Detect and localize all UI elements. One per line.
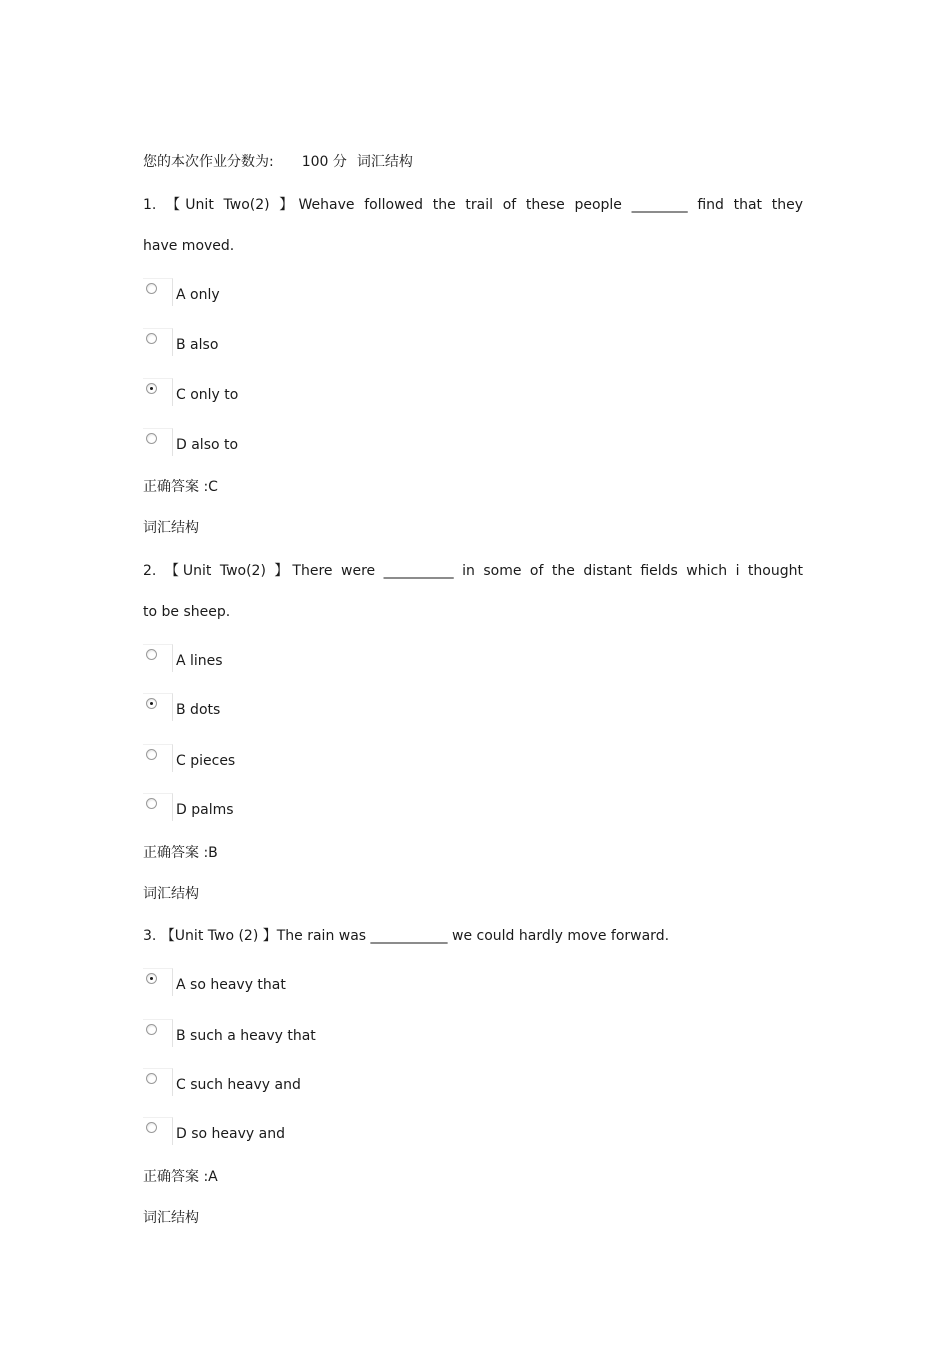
question-1-option-d[interactable] [143, 428, 443, 458]
score-label: 您的本次作业分数为: [143, 154, 274, 170]
score-line [143, 153, 413, 171]
radio-box [143, 278, 173, 306]
radio-box [143, 328, 173, 356]
radio-unchecked-icon[interactable] [146, 333, 157, 344]
question-1-text-continued: have moved. [143, 238, 235, 254]
radio-box [143, 378, 173, 406]
question-2-text-continued: to be sheep. [143, 604, 231, 620]
radio-box [143, 793, 173, 821]
radio-box [143, 428, 173, 456]
question-3-option-b[interactable] [143, 1019, 443, 1049]
radio-box [143, 644, 173, 672]
radio-unchecked-icon[interactable] [146, 749, 157, 760]
radio-unchecked-icon[interactable] [146, 1122, 157, 1133]
question-2-text: 2. 【Unit Two(2) 】There were __________ in some of the distant fields which i thought [143, 563, 803, 579]
option-label: D so heavy and [176, 1126, 285, 1142]
option-label: A only [176, 287, 220, 303]
radio-box [143, 1117, 173, 1145]
radio-box [143, 968, 173, 996]
option-label: B dots [176, 702, 221, 718]
radio-box [143, 693, 173, 721]
question-3-option-a[interactable] [143, 968, 443, 998]
question-1-text: 1. 【Unit Two(2) 】Wehave followed the trail of these people ________ find that they [143, 197, 803, 213]
option-label: B also [176, 337, 219, 353]
option-label: A lines [176, 653, 223, 669]
radio-unchecked-icon[interactable] [146, 1024, 157, 1035]
option-label: D also to [176, 437, 239, 453]
radio-unchecked-icon[interactable] [146, 283, 157, 294]
radio-checked-icon[interactable] [146, 383, 157, 394]
radio-box [143, 1068, 173, 1096]
score-section-title: 词汇结构 [356, 154, 413, 170]
radio-box [143, 1019, 173, 1047]
option-label: D palms [176, 802, 234, 818]
option-label: C such heavy and [176, 1077, 301, 1093]
question-1-correct-answer: 正确答案 :C [143, 479, 218, 495]
question-2-option-c[interactable] [143, 744, 443, 774]
option-label: B such a heavy that [176, 1028, 316, 1044]
question-1-option-b[interactable] [143, 328, 443, 358]
question-2-section-title: 词汇结构 [143, 886, 199, 902]
radio-box [143, 744, 173, 772]
question-3-correct-answer: 正确答案 :A [143, 1169, 218, 1185]
question-3-section-title: 词汇结构 [143, 1210, 199, 1226]
radio-unchecked-icon[interactable] [146, 798, 157, 809]
question-2-option-b[interactable] [143, 693, 443, 723]
radio-checked-icon[interactable] [146, 698, 157, 709]
radio-unchecked-icon[interactable] [146, 649, 157, 660]
question-2-option-a[interactable] [143, 644, 443, 674]
question-3-option-d[interactable] [143, 1117, 443, 1147]
question-1-option-c[interactable] [143, 378, 443, 408]
option-label: C pieces [176, 753, 236, 769]
question-3-option-c[interactable] [143, 1068, 443, 1098]
question-2-option-d[interactable] [143, 793, 443, 823]
option-label: A so heavy that [176, 977, 286, 993]
option-label: C only to [176, 387, 239, 403]
question-2-correct-answer: 正确答案 :B [143, 845, 218, 861]
question-3-text: 3. 【Unit Two (2) 】The rain was ___________ we could hardly move forward. [143, 928, 670, 944]
question-1-section-title: 词汇结构 [143, 520, 199, 536]
radio-unchecked-icon[interactable] [146, 1073, 157, 1084]
radio-unchecked-icon[interactable] [146, 433, 157, 444]
score-value: 100 分 [301, 154, 347, 170]
radio-checked-icon[interactable] [146, 973, 157, 984]
question-1-option-a[interactable] [143, 278, 443, 308]
